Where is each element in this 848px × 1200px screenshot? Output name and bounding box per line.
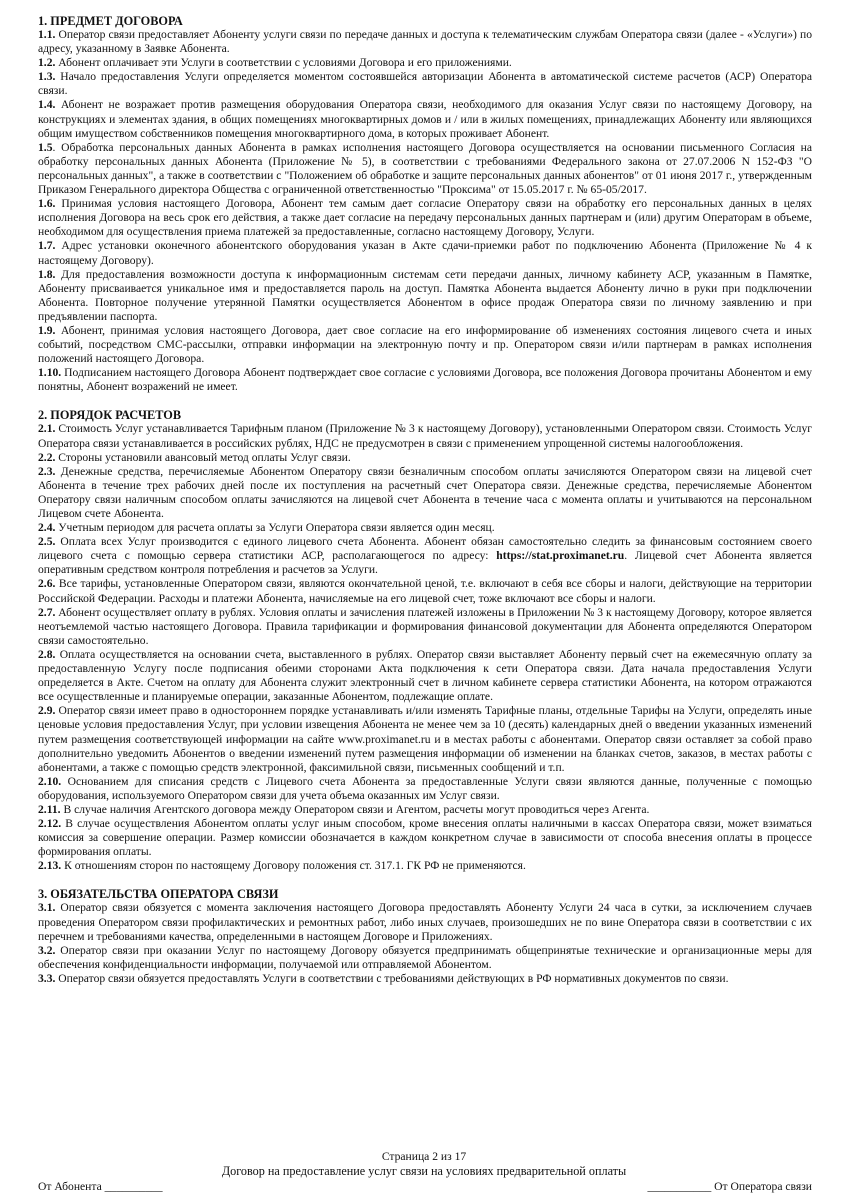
subscriber-signature-line: От Абонента __________ xyxy=(38,1180,163,1193)
clause xyxy=(38,944,812,972)
clause-number: 1.1. xyxy=(38,28,56,41)
clause-text: Принимая условия настоящего Договора, Абонент тем самым дает согласие Оператору связи на обработку его персональных данных в целях исполнения Договора на весь срок его действия, а также дает согласие на передачу персональных данных партнерам и (или) другим Операторам в объеме, необходимом для осуществления приема платежей за предоставленные, согласно настоящему Договору, Услуги. xyxy=(38,197,812,239)
document-body xyxy=(38,14,812,986)
clause-text: Стороны установили авансовый метод оплаты Услуг связи. xyxy=(55,450,351,464)
clause-text: Оператор связи имеет право в одностороннем порядке устанавливать и/или изменять Тарифные планы, отдельные Тарифы на Услуги, определять иные ценовые условия предоставления Услуг, при условии извещения Абонента не менее чем за 10 (десять) календарных дней о введении указанных изменений путем размещения соответствующей информации на сайте www.proximanet.ru и в местах работы с абонентами. Оператор связи оставляет за собой право дополнительно уведомить Абонентов о введении изменений путем размещения информации об изменении на бланках счетов, заказов, в местах работы с абонентами, а также с помощью средств электронной, факсимильной связи, письменных сообщений и т.п. xyxy=(38,704,812,774)
clause-number: 1.6. xyxy=(38,197,56,211)
clause-number: 1.3. xyxy=(38,70,56,84)
clause-text: Начало предоставления Услуги определяется моментом состоявшейся авторизации Абонента в автоматической системе расчетов (АСР) Оператора связи. xyxy=(38,70,812,98)
clause xyxy=(38,901,812,943)
clause-number: 2.1. xyxy=(38,422,56,436)
clause-text: Оплата осуществляется на основании счета, выставленного в рублях. Оператор связи выставляет Абоненту первый счет на ежемесячную оплату за предоставленную Услугу после подписания обеими сторонами Акта подключения к сети Оператора связи. Дата начала предоставления Услуги определяется в Акте. Счетом на оплату для Абонента служит электронный счет в личном кабинете сервера статистики Абонента, на котором отражаются все осуществленные и планируемые операции, заказанные Абонентом, подлежащие оплате. xyxy=(38,647,812,704)
clause xyxy=(38,324,812,366)
clause xyxy=(38,141,812,197)
clause-text: Оплата всех Услуг производится с единого лицевого счета Абонента. Абонент обязан самостоятельно следить за финансовым состоянием своего лицевого счета с помощью сервера статистики АСР, располагающегося по адресу: xyxy=(38,535,812,563)
clause-text: В случае осуществления Абонентом оплаты услуг иным способом, кроме внесения оплаты наличными в кассах Оператора связи, может взиматься комиссия за совершение операции. Размер комиссии обозначается в каждом конкретном случае в зависимости от способа внесения оплаты в процессе формирования оплаты. xyxy=(38,817,812,859)
clause-number: 1.4. xyxy=(38,98,56,112)
clause xyxy=(38,535,812,577)
clause-number: 2.11. xyxy=(38,802,61,816)
clause xyxy=(38,972,812,986)
clause-number: 1.7. xyxy=(38,239,56,253)
clause xyxy=(38,422,812,450)
clause-text: Абонент осуществляет оплату в рублях. Условия оплаты и зачисления платежей изложены в Приложении № 3 к настоящему Договору, которое является неотъемлемой частью настоящего Договора. Правила тарификации и формирования финансовой документации для Абонента определяются Оператором связи самостоятельно. xyxy=(38,605,812,647)
section-gap xyxy=(38,873,812,887)
clause-number: 3.2. xyxy=(38,943,56,957)
clause-text: Оператор связи обязуется с момента заключения настоящего Договора предоставлять Абоненту Услуги 24 часа в сутки, за исключением случаев проведения Оператором связи профилактических и ремонтных работ, либо иных случаев, произошедших не по вине Оператора связи в соответствии с их перечнем и требованиями качества, определенными в настоящем Договоре и Приложениях. xyxy=(38,901,812,943)
clause-text: Абонент оплачивает эти Услуги в соответствии с условиями Договора и его приложениями. xyxy=(55,56,512,70)
clause-number: 2.3. xyxy=(38,464,56,478)
clause-text: Денежные средства, перечисляемые Абонентом Оператору связи безналичным способом оплаты зачисляются Оператором связи на лицевой счет Абонента в течение трех рабочих дней после их поступления на расчетный счет Оператора связи. Денежные средства, перечисляемые Абонентом Оператору связи наличным способом оплаты зачисляются на лицевой счет Абонента в течение часа с момента оплаты и учитываются на персональном Лицевом счете Абонента. xyxy=(38,464,812,520)
clause-text: Абонент не возражает против размещения оборудования Оператора связи, необходимого для оказания Услуг связи по настоящему Договору, на конструкциях и элементах здания, в общих помещениях многоквартирных домов и / или в жилых помещениях, принадлежащих Абоненту или являющихся общим имуществом собственников помещения многоквартирного дома, в которых проживает Абонент. xyxy=(38,98,812,140)
clause xyxy=(38,803,812,817)
clause-text: Оператор связи при оказании Услуг по настоящему Договору обязуется предпринимать общепринятые технические и организационные меры для обеспечения конфиденциальности информации, получаемой или отправляемой Абонентом. xyxy=(38,943,812,971)
clause xyxy=(38,775,812,803)
section-title: 1. ПРЕДМЕТ ДОГОВОРА xyxy=(38,14,183,28)
clause-text: Стоимость Услуг устанавливается Тарифным планом (Приложение № 3 к настоящему Договору), установленными Оператором связи. Стоимость Услуг Оператора связи устанавливается в российских рублях, НДС не предусмотрен в связи с применением упрощенной системы налогообложения. xyxy=(38,422,812,450)
clause-number: 2.12. xyxy=(38,817,62,831)
clause-number: 1.10. xyxy=(38,366,62,380)
clause xyxy=(38,451,812,465)
clause xyxy=(38,28,812,56)
clause-text: Для предоставления возможности доступа к информационным системам сети передачи данных, личному кабинету АСР, указанным в Памятке, Абоненту присваивается уникальное имя и предоставляется пароль на доступ. Памятка Абонента выдается Абоненту лично в руки при подключении Абонента. Повторное получение утерянной Памятки осуществляется Абонентом в офисе продаж Оператора связи по личному заявлению и при предъявлении паспорта. xyxy=(38,267,812,323)
clause-number: 1.9. xyxy=(38,323,56,337)
clause-text: Оператор связи предоставляет Абоненту услуги связи по передаче данных и доступа к телематическим службам Оператора связи (далее - «Услуги») по адресу, указанному в Заявке Абонента. xyxy=(38,28,812,56)
clause xyxy=(38,366,812,394)
clause-text: Абонент, принимая условия настоящего Договора, дает свое согласие на его информирование об изменениях состояния лицевого счета и иных событий, посредством СМС-рассылки, отправки информации на электронную почту и пр. Оператором связи и/или партнерам в рамках исполнения положений настоящего Договора. xyxy=(38,323,812,366)
clause-text: Основанием для списания средств с Лицевого счета Абонента за предоставленные Услуги связи являются данные, полученные с помощью оборудования, используемого Оператором связи для учета объема оказанных им Услуг связи. xyxy=(38,774,812,802)
clause-number: 2.10. xyxy=(38,774,62,788)
clause-text: К отношениям сторон по настоящему Договору положения ст. 317.1. ГК РФ не применяются. xyxy=(61,859,526,873)
clause-text: Учетным периодом для расчета оплаты за Услуги Оператора связи является один месяц. xyxy=(55,521,495,535)
section-title: 3. ОБЯЗАТЕЛЬСТВА ОПЕРАТОРА СВЯЗИ xyxy=(38,887,279,902)
stats-server-link[interactable]: https://stat.proximanet.ru xyxy=(496,549,625,563)
clause-text: Адрес установки оконечного абонентского оборудования указан в Акте сдачи-приемки работ по подключению Абонента (Приложение № 4 к настоящему Договору). xyxy=(38,239,812,267)
clause-number: 1.5 xyxy=(38,140,53,154)
section-title: 2. ПОРЯДОК РАСЧЕТОВ xyxy=(38,408,182,423)
clause xyxy=(38,817,812,859)
page-footer xyxy=(0,1150,848,1178)
clause-number: 1.2. xyxy=(38,56,56,70)
clause-number: 3.3. xyxy=(38,971,56,985)
operator-signature-line: ___________ От Оператора связи xyxy=(647,1180,812,1193)
clause-number: 2.13. xyxy=(38,859,62,873)
clause xyxy=(38,56,812,70)
clause xyxy=(38,98,812,140)
clause-number: 2.6. xyxy=(38,577,56,591)
clause-number: 2.4. xyxy=(38,521,56,535)
section-gap xyxy=(38,394,812,408)
clause xyxy=(38,606,812,648)
clause-number: 2.2. xyxy=(38,450,56,464)
clause-text: Оператор связи обязуется предоставлять Услуги в соответствии с требованиями действующих в РФ нормативных документов по связи. xyxy=(55,971,729,985)
clause-number: 1.8. xyxy=(38,267,56,281)
clause xyxy=(38,704,812,774)
clause xyxy=(38,465,812,521)
clause xyxy=(38,577,812,605)
clause-number: 2.9. xyxy=(38,704,56,718)
clause xyxy=(38,648,812,704)
clause-number: 3.1. xyxy=(38,901,56,915)
clause-text: Все тарифы, установленные Оператором связи, являются окончательной ценой, т.е. включают в себя все сборы и налоги, действующие на территории Российской Федерации. Расходы и платежи Абонента, начисляемые на его лицевой счет, тоже включают все сборы и налоги. xyxy=(38,577,812,605)
clause-text: . Обработка персональных данных Абонента в рамках исполнения настоящего Договора осуществляется на основании письменного Согласия на обработку персональных данных Абонента (Приложение № 5), в соответствии с требованиями Федерального закона от 27.07.2006 N 152-ФЗ "О персональных данных", а также в соответствии с "Положением об обработке и защите персональных данных абонентов" от 01 июня 2017 г., утвержденным Приказом Генерального директора Общества с ограниченной ответственностью "Проксима" от 15.05.2017 г. № 65-05/2017. xyxy=(38,140,812,197)
page-number: Страница 2 из 17 xyxy=(381,1150,467,1163)
clause xyxy=(38,268,812,324)
clause xyxy=(38,197,812,239)
clause xyxy=(38,239,812,267)
clause-text: В случае наличия Агентского договора между Оператором связи и Агентом, расчеты могут проводиться через Агента. xyxy=(60,802,650,816)
clause-number: 2.8. xyxy=(38,647,56,661)
clause-text: Подписанием настоящего Договора Абонент подтверждает свое согласие с условиями Договора, все положения Договора прочитаны Абонентом и ему понятны, Абонент возражений не имеет. xyxy=(38,366,812,394)
clause-text: . Лицевой счет Абонента является оперативным средством контроля потребления и расчетов за Услуги. xyxy=(38,549,812,577)
document-title: Договор на предоставление услуг связи на условиях предварительной оплаты xyxy=(221,1164,627,1178)
clause-number: 2.5. xyxy=(38,535,56,549)
clause-number: 2.7. xyxy=(38,605,56,619)
clause xyxy=(38,521,812,535)
clause xyxy=(38,859,812,873)
clause xyxy=(38,70,812,98)
